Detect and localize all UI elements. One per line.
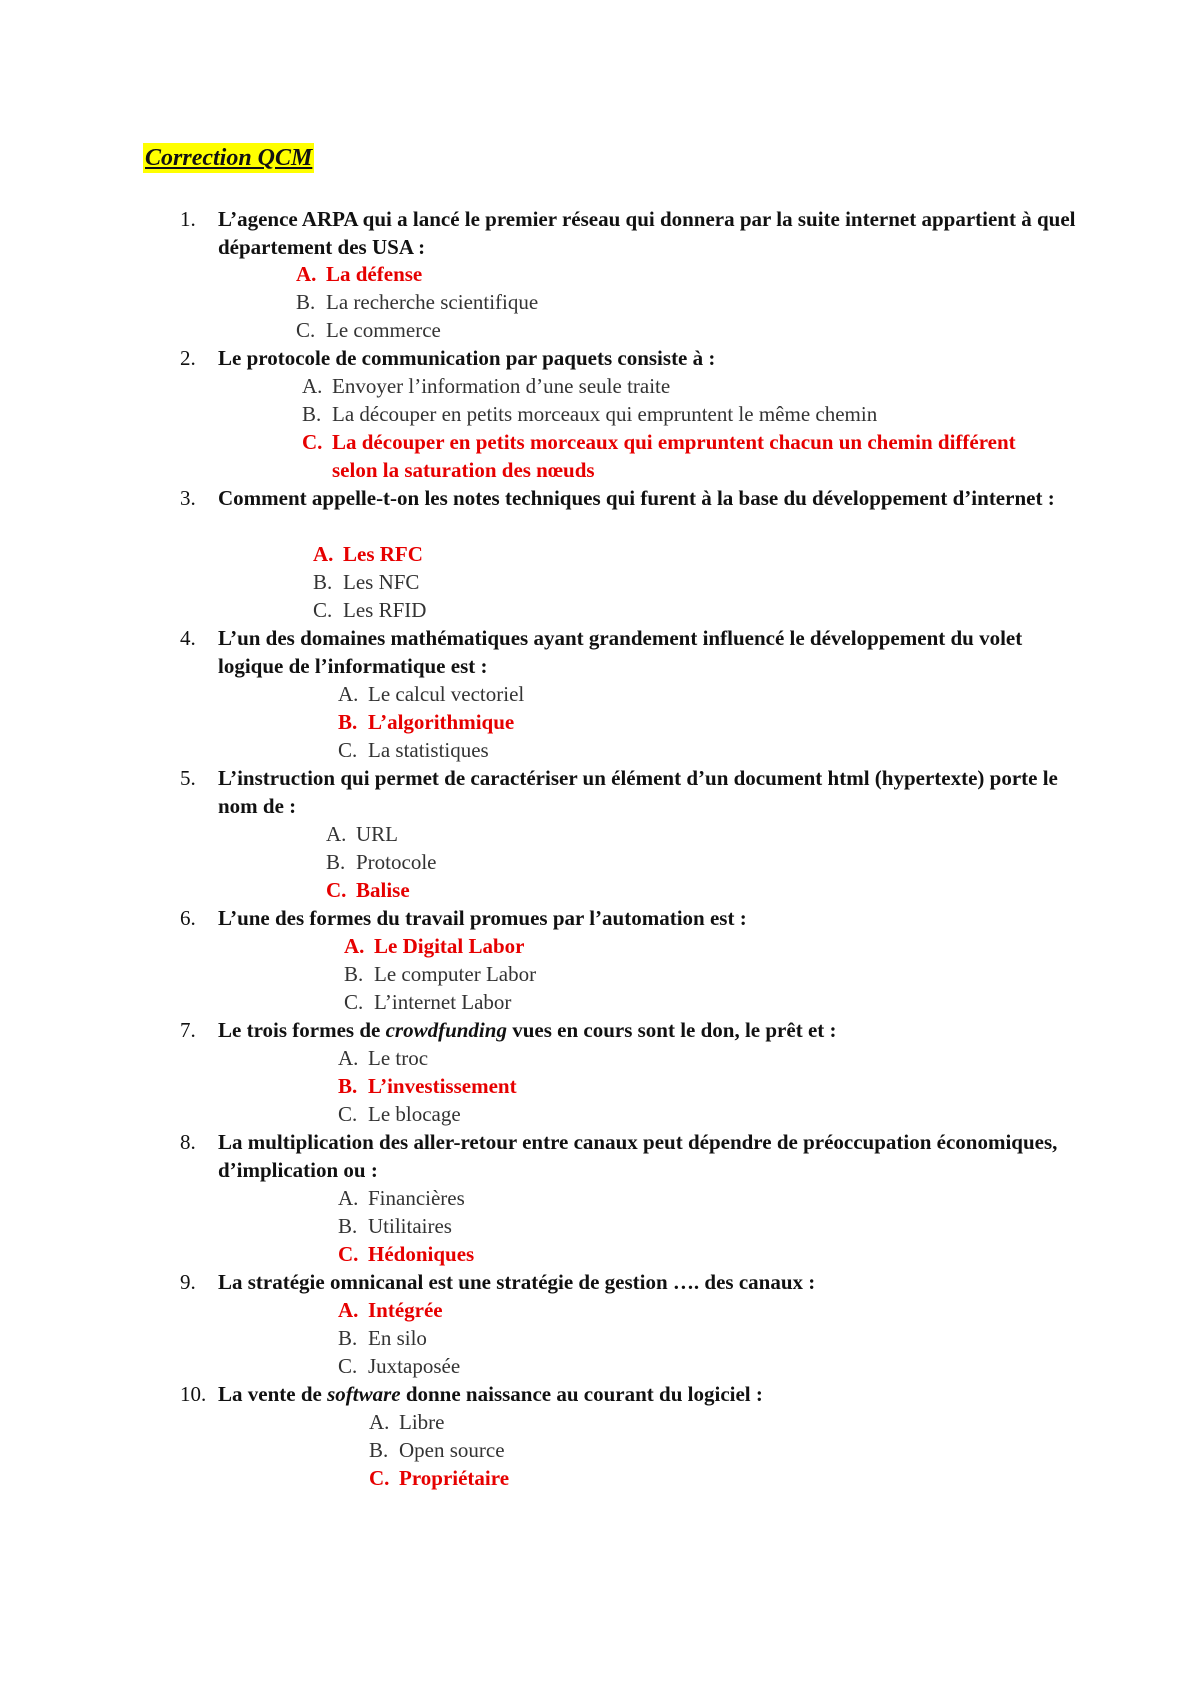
option-c: C. Le blocage (338, 1102, 461, 1126)
question-number: 7. (180, 1018, 196, 1042)
option-a: A. Financières (338, 1186, 465, 1210)
option-b: B. La découper en petits morceaux qui empruntent le même chemin (302, 402, 878, 426)
options-9 (338, 1296, 460, 1380)
question-number: 10. (180, 1382, 207, 1406)
question-text: L’instruction qui permet de caractériser un élément d’un document html (hypertexte) porte le nom de : (218, 766, 1058, 818)
option-b: B. Utilitaires (338, 1214, 452, 1238)
question-number: 5. (180, 766, 196, 790)
page-title: Correction QCM (145, 145, 313, 171)
option-a: A. La défense (296, 262, 423, 286)
option-a: A. Envoyer l’information d’une seule traite (302, 374, 671, 398)
question-4 (180, 624, 1080, 680)
option-b: B. Le computer Labor (344, 962, 537, 986)
options-10 (369, 1408, 509, 1492)
option-a: A. URL (326, 822, 398, 846)
options-1 (296, 260, 538, 344)
options-8 (338, 1184, 474, 1268)
option-c: C. L’internet Labor (344, 990, 512, 1014)
question-number: 8. (180, 1130, 196, 1154)
option-a: A. Le calcul vectoriel (338, 682, 525, 706)
options-5 (326, 820, 436, 904)
options-4 (338, 680, 524, 764)
option-a: A. Le Digital Labor (344, 934, 525, 958)
question-10 (180, 1380, 1080, 1408)
question-2 (180, 344, 1080, 372)
question-number: 6. (180, 906, 196, 930)
option-c: C. Le commerce (296, 318, 441, 342)
question-text: Le protocole de communication par paquets consiste à : (218, 346, 716, 370)
question-8 (180, 1128, 1080, 1184)
option-b: B. L’investissement (338, 1074, 517, 1098)
option-c: C. La statistiques (338, 738, 489, 762)
option-b: B. En silo (338, 1326, 427, 1350)
emphasis-term: software (327, 1382, 401, 1406)
option-c: C. Juxtaposée (338, 1354, 461, 1378)
options-2 (302, 372, 1042, 484)
question-text: La multiplication des aller-retour entre canaux peut dépendre de préoccupation économiques, d’implication ou : (218, 1130, 1058, 1182)
question-number: 3. (180, 486, 196, 510)
option-c: C. La découper en petits morceaux qui empruntent chacun un chemin différent selon la saturation des nœuds (302, 430, 1016, 482)
options-6 (344, 932, 536, 1016)
option-b: B. L’algorithmique (338, 710, 515, 734)
question-number: 4. (180, 626, 196, 650)
option-c: C. Les RFID (313, 598, 427, 622)
question-text: L’un des domaines mathématiques ayant grandement influencé le développement du volet logique de l’informatique est : (218, 626, 1023, 678)
option-c: C. Balise (326, 878, 410, 902)
option-b: B. Les NFC (313, 570, 420, 594)
question-text: Le trois formes de crowdfunding vues en cours sont le don, le prêt et : (218, 1018, 837, 1042)
options-7 (338, 1044, 517, 1128)
option-a: A. Intégrée (338, 1298, 443, 1322)
question-6 (180, 904, 1080, 932)
option-a: A. Libre (369, 1410, 445, 1434)
question-text: L’agence ARPA qui a lancé le premier réseau qui donnera par la suite internet appartient à quel département des USA : (218, 207, 1076, 259)
question-text: L’une des formes du travail promues par l’automation est : (218, 906, 747, 930)
option-b: B. Open source (369, 1438, 505, 1462)
question-text: La stratégie omnicanal est une stratégie de gestion …. des canaux : (218, 1270, 816, 1294)
options-3 (313, 540, 426, 624)
option-a: A. Le troc (338, 1046, 429, 1070)
option-a: A. Les RFC (313, 542, 423, 566)
question-5 (180, 764, 1080, 820)
option-b: B. La recherche scientifique (296, 290, 539, 314)
question-text: Comment appelle-t-on les notes techniques qui furent à la base du développement d’internet : (218, 486, 1055, 510)
option-b: B. Protocole (326, 850, 437, 874)
question-number: 1. (180, 207, 196, 231)
question-number: 2. (180, 346, 196, 370)
question-9 (180, 1268, 1080, 1296)
question-number: 9. (180, 1270, 196, 1294)
option-c: C. Propriétaire (369, 1466, 510, 1490)
question-7 (180, 1016, 1080, 1044)
emphasis-term: crowdfunding (385, 1018, 507, 1042)
question-1 (180, 205, 1080, 261)
option-c: C. Hédoniques (338, 1242, 475, 1266)
question-3 (180, 484, 1080, 512)
question-text: La vente de software donne naissance au courant du logiciel : (218, 1382, 763, 1406)
